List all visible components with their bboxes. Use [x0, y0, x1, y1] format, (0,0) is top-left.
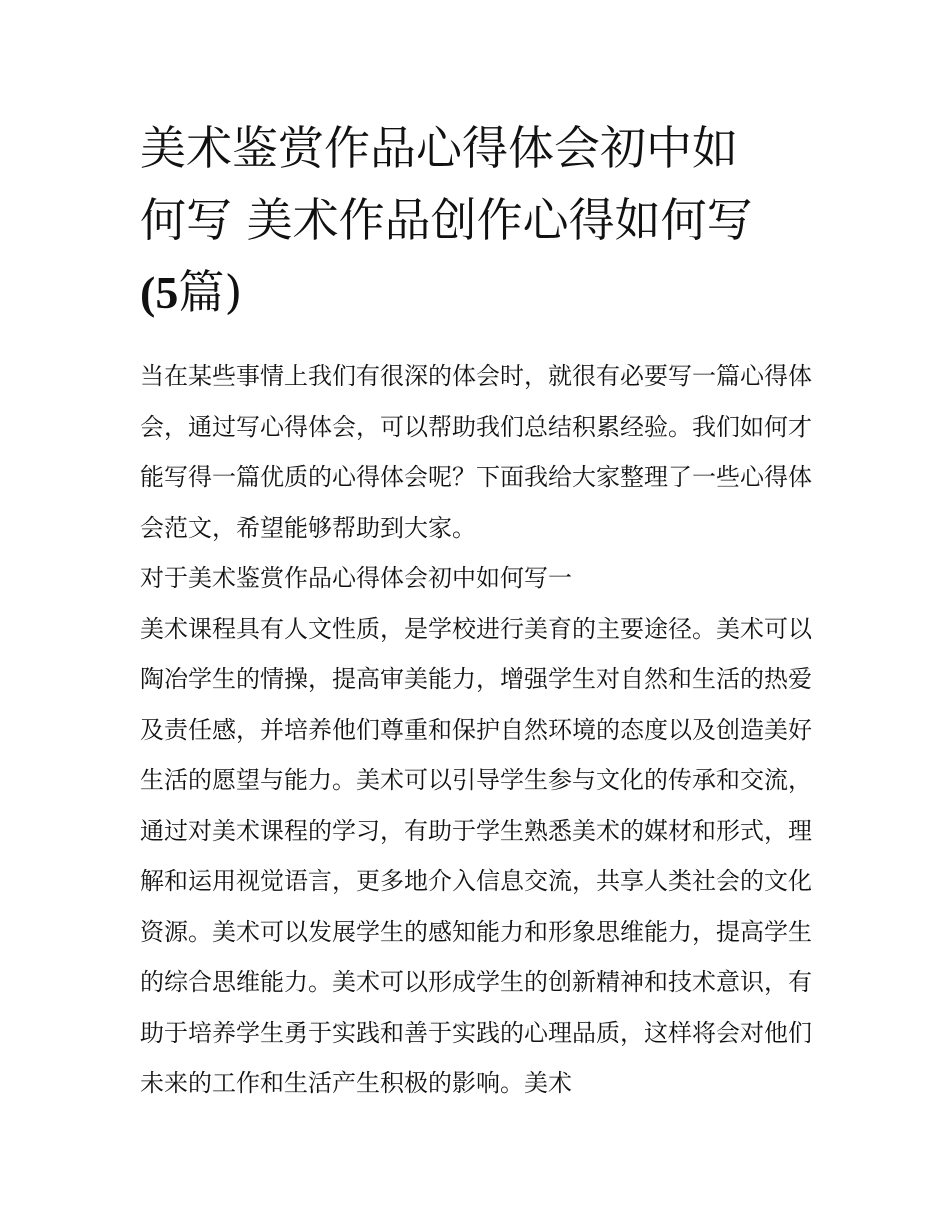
title-line-3-number: (5: [140, 267, 179, 318]
intro-paragraph: 当在某些事情上我们有很深的体会时，就很有必要写一篇心得体会，通过写心得体会，可以帮助我们总结积累经验。我们如何才能写得一篇优质的心得体会呢？下面我给大家整理了一些心得体会范文，希望能够帮助到大家。: [140, 362, 812, 542]
document-content: [140, 112, 812, 1109]
title-line-2: 何写 美术作品创作心得如何写: [140, 193, 753, 247]
section-heading: 对于美术鉴赏作品心得体会初中如何写一: [140, 564, 572, 592]
body-paragraph: 美术课程具有人文性质，是学校进行美育的主要途径。美术可以陶冶学生的情操，提高审美能力，增强学生对自然和生活的热爱及责任感，并培养他们尊重和保护自然环境的态度以及创造美好生活的愿望与能力。美术可以引导学生参与文化的传承和交流，通过对美术课程的学习，有助于学生熟悉美术的媒材和形式，理解和运用视觉语言，更多地介入信息交流，共享人类社会的文化资源。美术可以发展学生的感知能力和形象思维能力，提高学生的综合思维能力。美术可以形成学生的创新精神和技术意识，有助于培养学生勇于实践和善于实践的心理品质，这样将会对他们未来的工作和生活产生积极的影响。美术: [140, 614, 812, 1097]
document-title: [140, 112, 812, 329]
title-line-3-rest: 篇): [178, 265, 243, 319]
title-line-1: 美术鉴赏作品心得体会初中如: [140, 121, 738, 175]
